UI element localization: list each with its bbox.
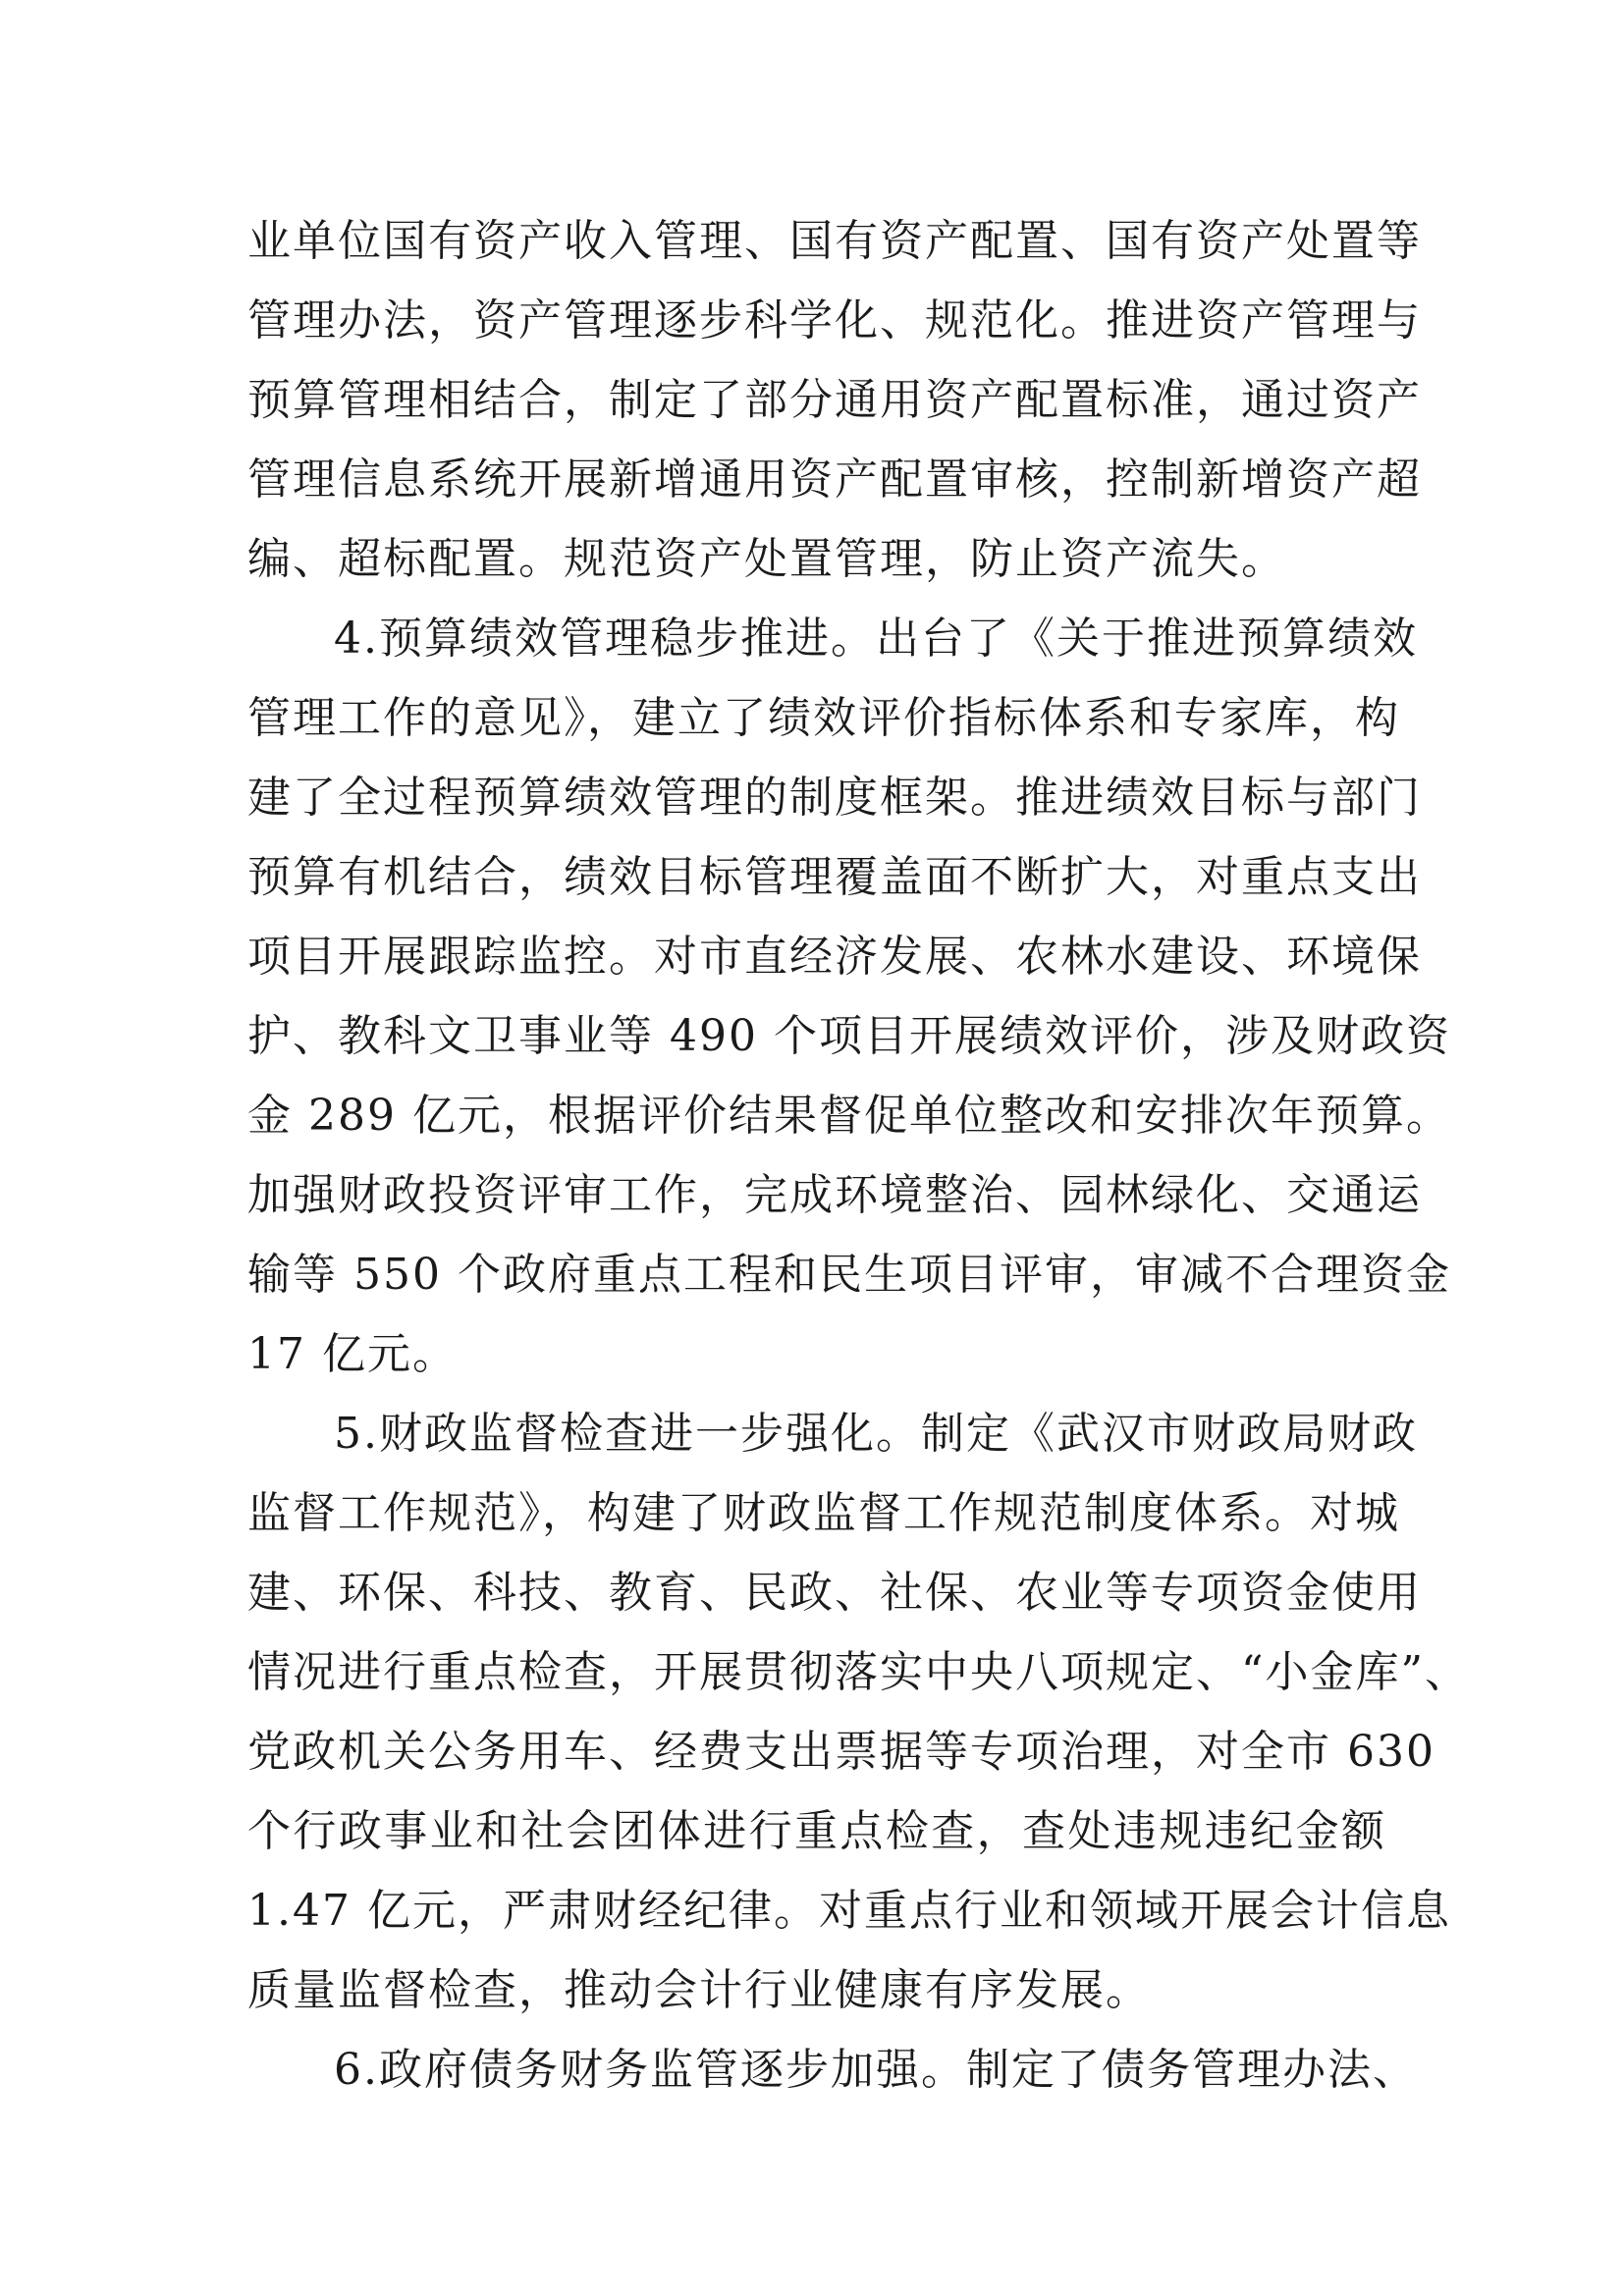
- text-line: 情况进行重点检查，开展贯彻落实中央八项规定、“小金库”、: [247, 1647, 1470, 1697]
- text-line: 加强财政投资评审工作，完成环境整治、园林绿化、交通运: [247, 1170, 1422, 1220]
- text-line: 质量监督检查，推动会计行业健康有序发展。: [247, 1965, 1151, 2015]
- section-heading-line: 6.政府债务财务监管逐步加强。制定了债务管理办法、: [334, 2045, 1418, 2095]
- text-line: 管理信息系统开展新增通用资产配置审核，控制新增资产超: [247, 454, 1422, 505]
- text-line: 输等 550 个政府重点工程和民生项目评审，审减不合理资金: [247, 1250, 1451, 1300]
- text-line: 17 亿元。: [247, 1329, 458, 1379]
- text-line: 个行政事业和社会团体进行重点检查，查处违规违纪金额: [247, 1806, 1386, 1856]
- text-line: 项目开展跟踪监控。对市直经济发展、农林水建设、环境保: [247, 932, 1422, 982]
- text-line: 党政机关公务用车、经费支出票据等专项治理，对全市 630: [247, 1727, 1435, 1777]
- text-line: 业单位国有资产收入管理、国有资产配置、国有资产处置等: [247, 216, 1422, 266]
- text-line: 管理工作的意见》，建立了绩效评价指标体系和专家库，构: [247, 693, 1400, 743]
- text-line: 护、教科文卫事业等 490 个项目开展绩效评价，涉及财政资: [247, 1011, 1451, 1061]
- text-line: 建了全过程预算绩效管理的制度框架。推进绩效目标与部门: [247, 773, 1422, 823]
- text-line: 金 289 亿元，根据评价结果督促单位整改和安排次年预算。: [247, 1091, 1451, 1141]
- text-line: 编、超标配置。规范资产处置管理，防止资产流失。: [247, 534, 1286, 584]
- text-line: 建、环保、科技、教育、民政、社保、农业等专项资金使用: [247, 1568, 1422, 1618]
- text-line: 预算有机结合，绩效目标管理覆盖面不断扩大，对重点支出: [247, 852, 1422, 902]
- text-line: 预算管理相结合，制定了部分通用资产配置标准，通过资产: [247, 375, 1422, 425]
- body-text: [247, 201, 1470, 2109]
- text-line: 监督工作规范》，构建了财政监督工作规范制度体系。对城: [247, 1488, 1400, 1538]
- text-line: 1.47 亿元，严肃财经纪律。对重点行业和领域开展会计信息: [247, 1886, 1451, 1936]
- text-line: 管理办法，资产管理逐步科学化、规范化。推进资产管理与: [247, 295, 1422, 346]
- section-heading-line: 5.财政监督检查进一步强化。制定《武汉市财政局财政: [334, 1409, 1418, 1459]
- section-heading-line: 4.预算绩效管理稳步推进。出台了《关于推进预算绩效: [334, 614, 1418, 664]
